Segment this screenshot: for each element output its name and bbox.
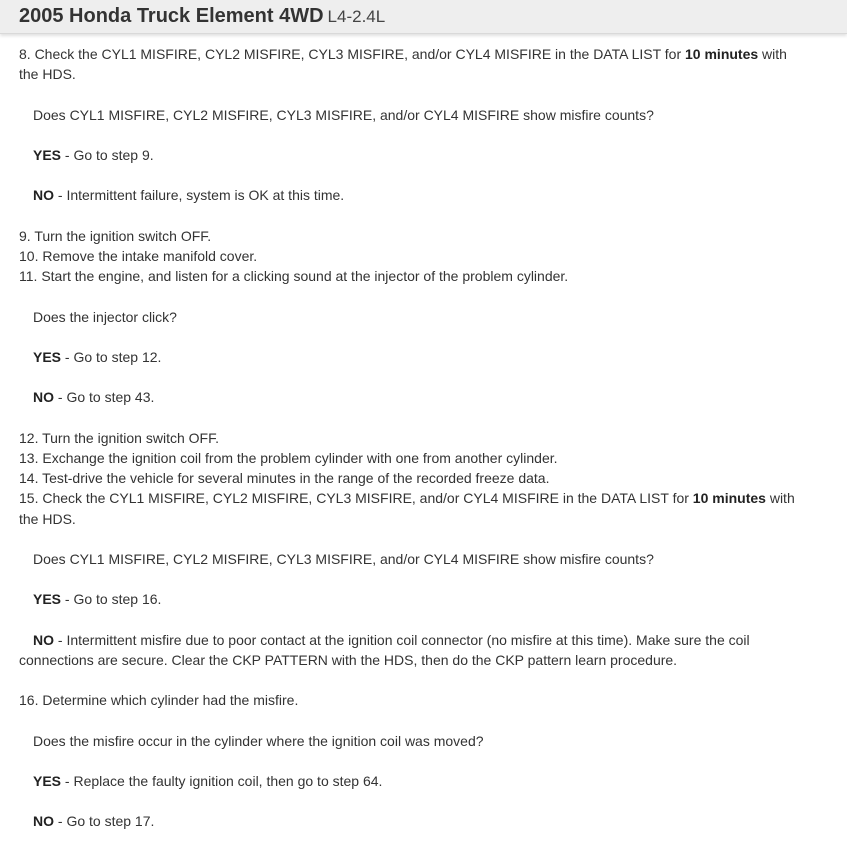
- question-1-no-text: - Intermittent failure, system is OK at this time.: [54, 187, 345, 204]
- step-11: 11. Start the engine, and listen for a clicking sound at the injector of the problem cylinder.: [19, 268, 569, 285]
- question-1-no: [19, 185, 809, 205]
- question-3-no-text: - Intermittent misfire due to poor contact at the ignition coil connector (no misfire at this time). Make sure the coil connections are secure. Clear the CKP PATTERN with the HDS, then do the CKP pattern learn procedure.: [19, 631, 750, 668]
- question-4-no-text: - Go to step 17.: [54, 813, 155, 830]
- step-8-text: 8. Check the CYL1 MISFIRE, CYL2 MISFIRE, CYL3 MISFIRE, and/or CYL4 MISFIRE in the DATA LIST for: [19, 46, 686, 62]
- step-8-duration: 10 minutes: [685, 46, 759, 62]
- question-2-no: [19, 387, 809, 407]
- yes-label: YES: [33, 146, 62, 163]
- step-8: [19, 44, 809, 84]
- page-title: [19, 5, 385, 28]
- question-3-yes-text: - Go to step 16.: [61, 591, 162, 608]
- question-4-yes-text: - Replace the faulty ignition coil, then go to step 64.: [61, 773, 383, 790]
- no-label: NO: [33, 389, 54, 406]
- step-8-text-end: with the HDS.: [19, 46, 787, 83]
- no-label: NO: [33, 631, 54, 648]
- question-4-no: [19, 811, 809, 831]
- step-14: 14. Test-drive the vehicle for several minutes in the range of the recorded freeze data.: [19, 470, 550, 487]
- step-15-text-end: with the HDS.: [19, 490, 795, 527]
- vehicle-title: 2005 Honda Truck Element 4WD: [19, 5, 324, 27]
- question-4-yes: [19, 771, 809, 791]
- question-2-yes-text: - Go to step 12.: [61, 348, 162, 365]
- engine-label: L4-2.4L: [327, 7, 386, 26]
- step-12: 12. Turn the ignition switch OFF.: [19, 429, 219, 446]
- yes-label: YES: [33, 773, 62, 790]
- question-1: Does CYL1 MISFIRE, CYL2 MISFIRE, CYL3 MISFIRE, and/or CYL4 MISFIRE show misfire counts?: [33, 106, 654, 123]
- page-header: [0, 0, 847, 34]
- question-1-yes: [19, 145, 809, 165]
- no-label: NO: [33, 813, 54, 830]
- step-15-text: 15. Check the CYL1 MISFIRE, CYL2 MISFIRE, CYL3 MISFIRE, and/or CYL4 MISFIRE in the DATA LIST for: [19, 490, 693, 507]
- question-3-yes: [19, 589, 809, 609]
- question-3: Does CYL1 MISFIRE, CYL2 MISFIRE, CYL3 MISFIRE, and/or CYL4 MISFIRE show misfire counts?: [33, 550, 654, 567]
- question-3-no: [19, 630, 809, 670]
- step-10: 10. Remove the intake manifold cover.: [19, 247, 258, 264]
- question-2: Does the injector click?: [33, 308, 177, 325]
- step-15-duration: 10 minutes: [692, 490, 766, 507]
- question-2-yes: [19, 347, 809, 367]
- step-9: 9. Turn the ignition switch OFF.: [19, 227, 212, 244]
- yes-label: YES: [33, 591, 62, 608]
- question-1-yes-text: - Go to step 9.: [61, 146, 154, 163]
- step-15: [19, 488, 809, 528]
- procedure-content: [19, 44, 809, 832]
- yes-label: YES: [33, 348, 62, 365]
- step-16: 16. Determine which cylinder had the misfire.: [19, 692, 299, 709]
- question-4: Does the misfire occur in the cylinder where the ignition coil was moved?: [33, 732, 484, 749]
- step-13: 13. Exchange the ignition coil from the problem cylinder with one from another cylinder.: [19, 449, 558, 466]
- no-label: NO: [33, 187, 54, 204]
- question-2-no-text: - Go to step 43.: [54, 389, 155, 406]
